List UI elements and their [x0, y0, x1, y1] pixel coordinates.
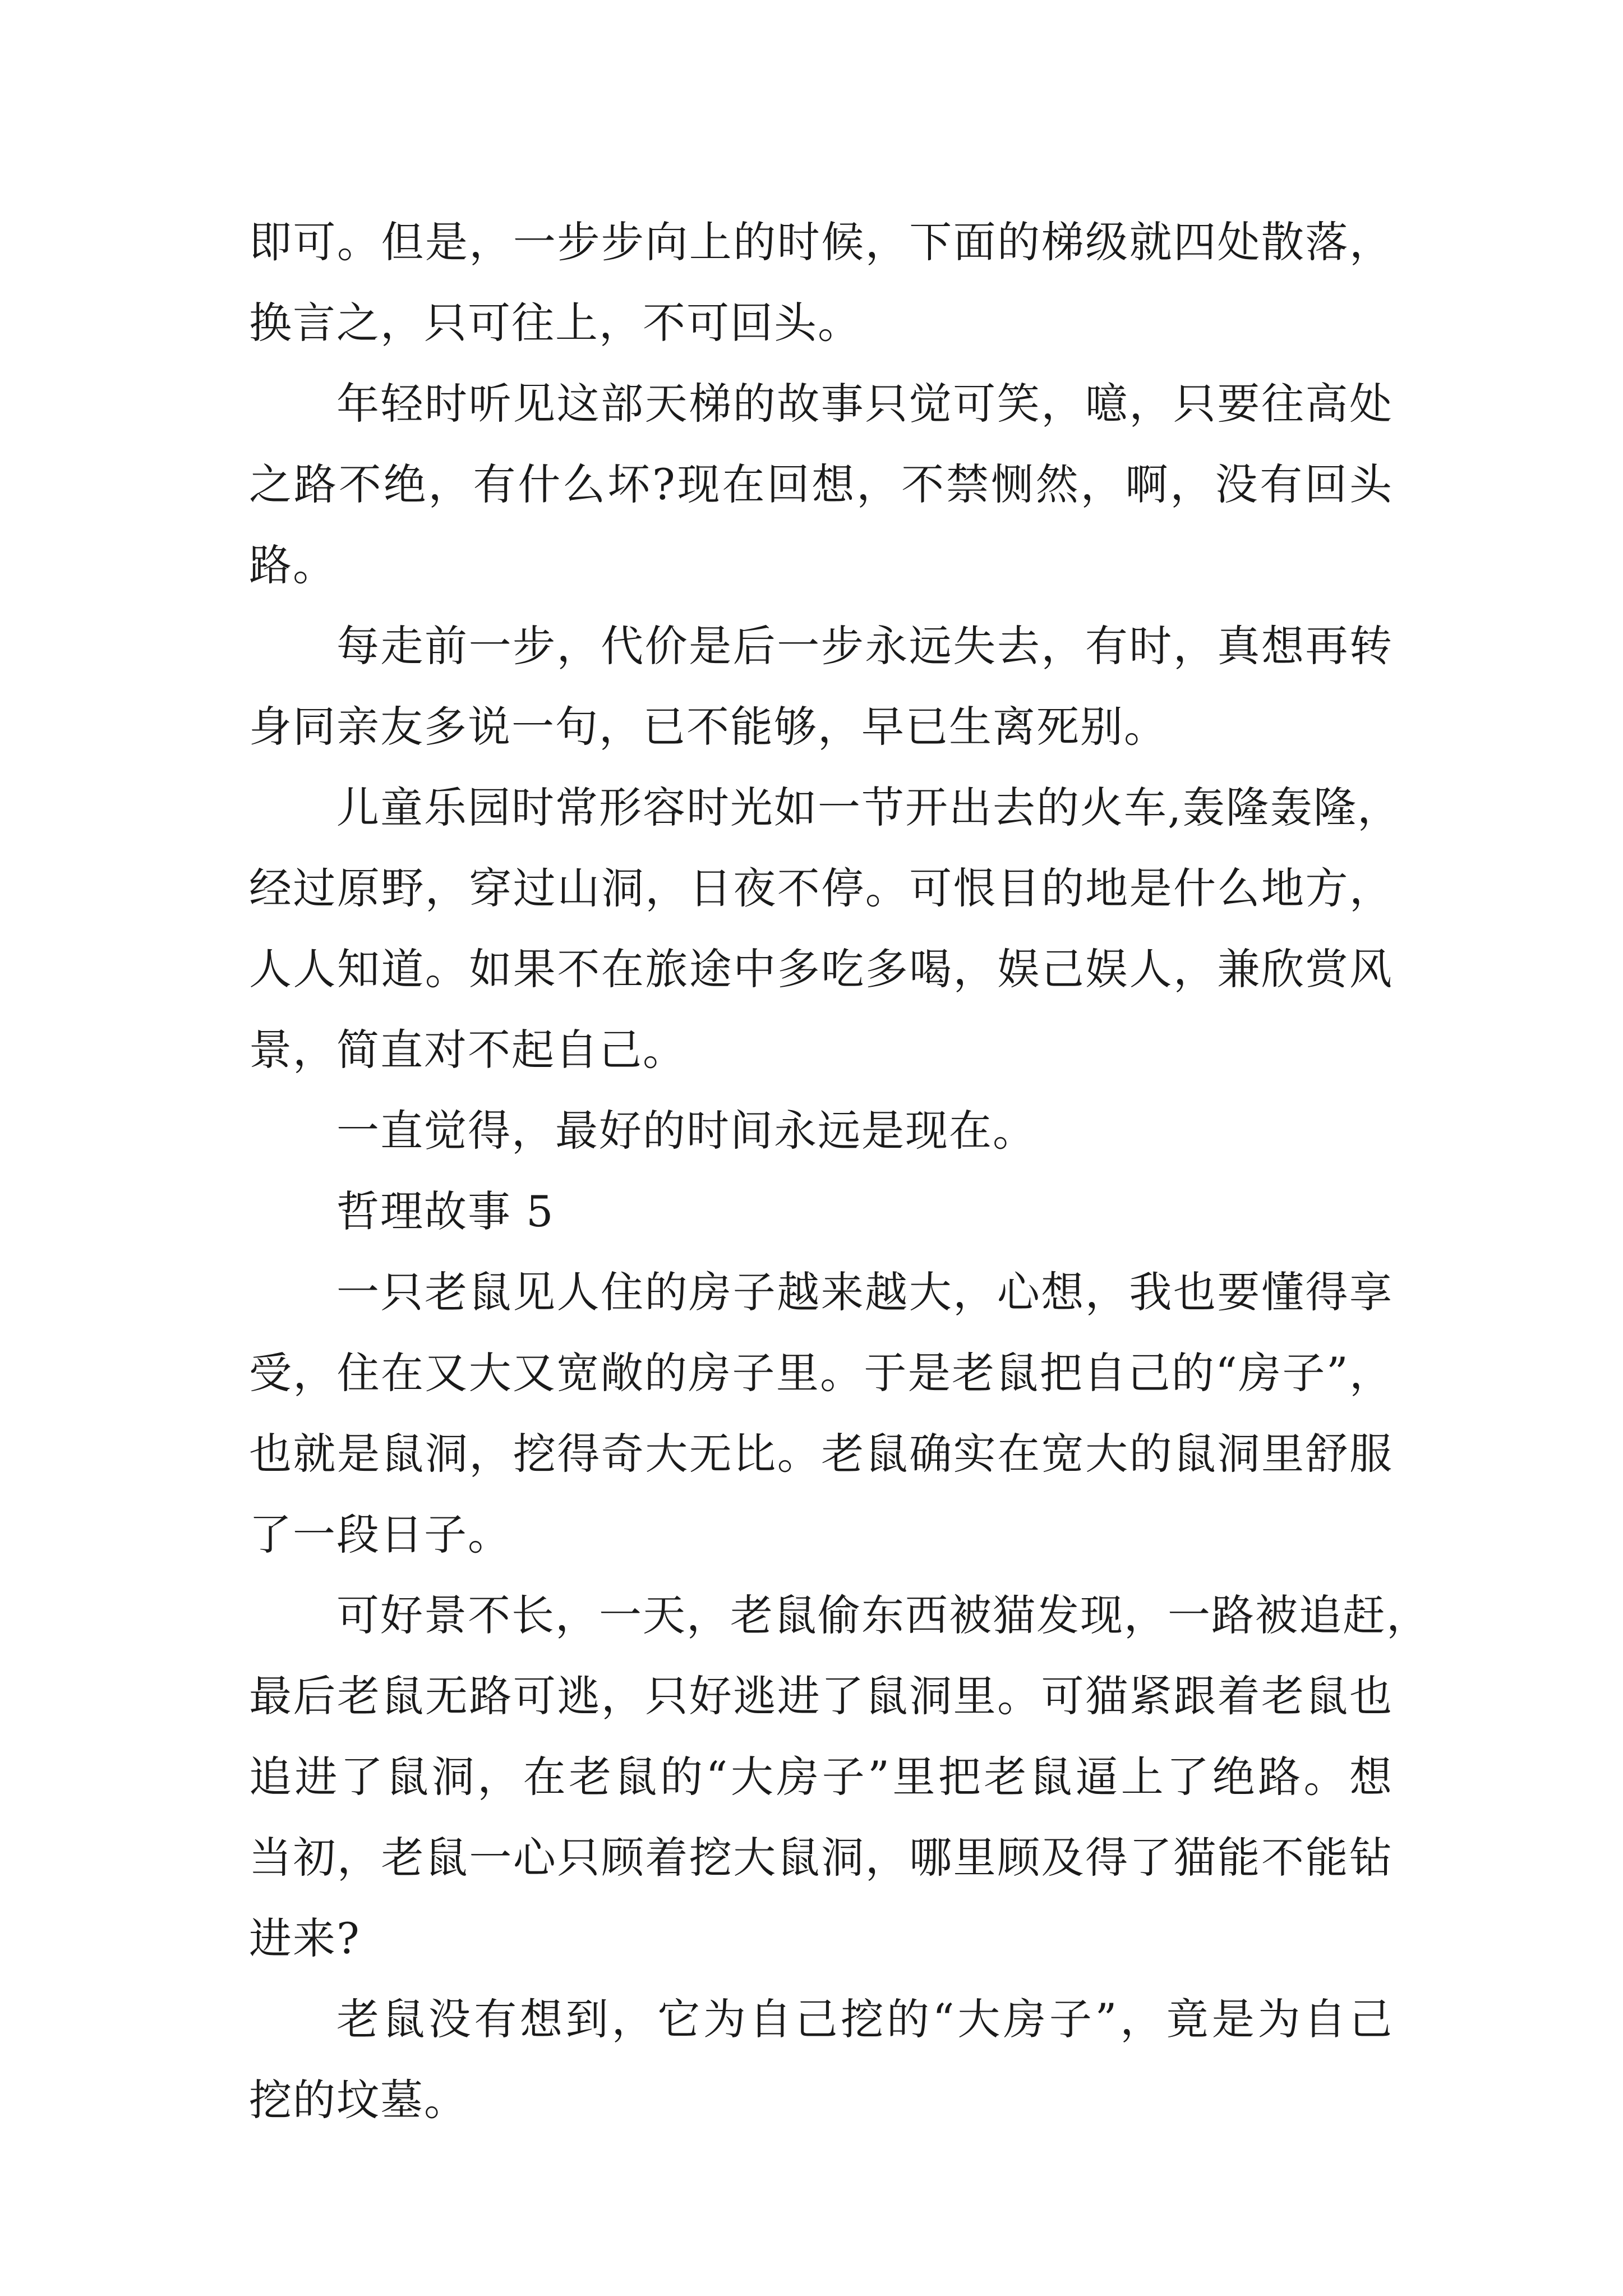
text-line: 路。 [249, 540, 336, 590]
paragraph [249, 202, 1393, 364]
paragraph [249, 1979, 1393, 2141]
paragraph [249, 767, 1401, 1091]
text-line: 之路不绝，有什么坏?现在回想，不禁恻然，啊，没有回头 [249, 459, 1393, 509]
text-line: 哲理故事 5 [336, 1186, 555, 1236]
text-line: 年轻时听见这部天梯的故事只觉可笑，噫，只要往高处 [336, 379, 1393, 429]
paragraph [249, 1575, 1430, 1979]
text-line: 可好景不长，一天，老鼠偷东西被猫发现，一路被追赶， [336, 1590, 1430, 1640]
text-line: 受，住在又大又宽敞的房子里。于是老鼠把自己的“房子”， [249, 1348, 1393, 1398]
paragraph [249, 364, 1393, 606]
paragraph [249, 1252, 1393, 1575]
text-line: 也就是鼠洞，挖得奇大无比。老鼠确实在宽大的鼠洞里舒服 [249, 1429, 1393, 1479]
section-heading [249, 1171, 1393, 1252]
text-line: 换言之，只可往上，不可回头。 [249, 298, 861, 348]
text-line: 儿童乐园时常形容时光如一节开出去的火车,轰隆轰隆， [336, 783, 1401, 832]
text-line: 最后老鼠无路可逃，只好逃进了鼠洞里。可猫紧跟着老鼠也 [249, 1671, 1393, 1721]
text-line: 挖的坟墓。 [249, 2075, 468, 2125]
text-line: 每走前一步，代价是后一步永远失去，有时，真想再转 [336, 621, 1393, 671]
text-line: 即可。但是，一步步向上的时候，下面的梯级就四处散落， [249, 217, 1393, 267]
text-line: 人人知道。如果不在旅途中多吃多喝，娱己娱人，兼欣赏风 [249, 944, 1393, 994]
text-line: 一只老鼠见人住的房子越来越大，心想，我也要懂得享 [336, 1267, 1393, 1317]
text-line: 进来? [249, 1913, 361, 1963]
paragraph [249, 1091, 1393, 1171]
text-line: 追进了鼠洞，在老鼠的“大房子”里把老鼠逼上了绝路。想 [249, 1752, 1393, 1802]
paragraph [249, 606, 1393, 767]
text-line: 景，简直对不起自己。 [249, 1025, 686, 1075]
text-line: 经过原野，穿过山洞，日夜不停。可恨目的地是什么地方， [249, 863, 1393, 913]
text-line: 老鼠没有想到，它为自己挖的“大房子”，竟是为自己 [336, 1994, 1393, 2044]
text-line: 一直觉得，最好的时间永远是现在。 [336, 1106, 1036, 1156]
text-line: 当初，老鼠一心只顾着挖大鼠洞，哪里顾及得了猫能不能钻 [249, 1833, 1393, 1883]
document-body [249, 202, 1430, 2141]
text-line: 了一段日子。 [249, 1510, 511, 1559]
text-line: 身同亲友多说一句，已不能够，早已生离死别。 [249, 702, 1168, 752]
